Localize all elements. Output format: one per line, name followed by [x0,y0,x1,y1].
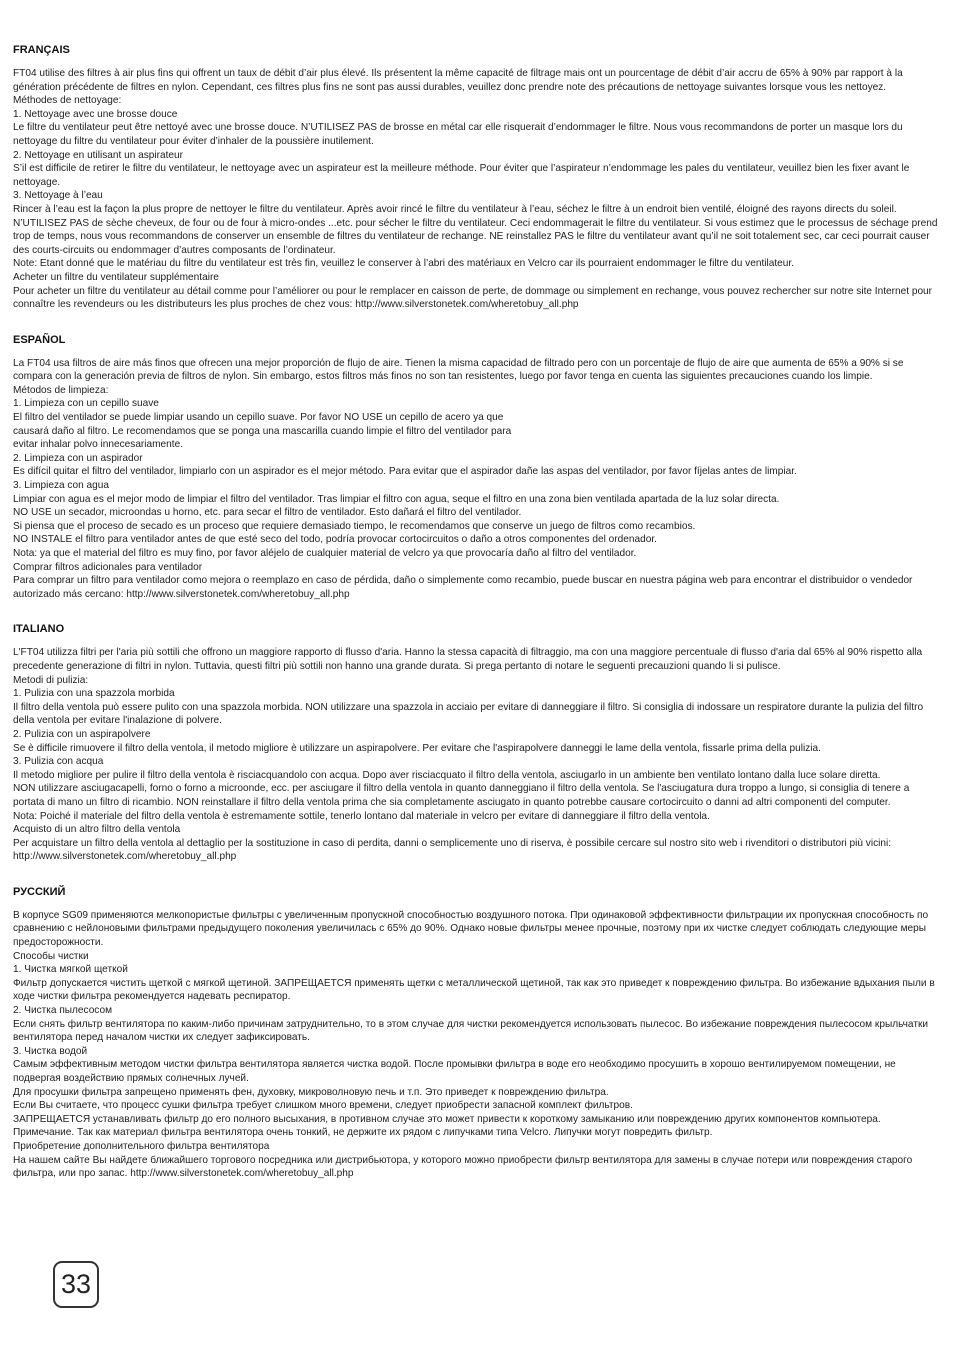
paragraph-line: 1. Чистка мягкой щеткой [13,964,128,976]
paragraph-line: Comprar filtros adicionales para ventilador [13,561,203,573]
language-section [13,622,941,864]
section-body [13,357,941,602]
paragraph-line: Фильтр допускается чистить щеткой с мягкой щетиной. ЗАПРЕЩАЕТСЯ применять щетки с металлической щетиной, так как это приведет к повреждению фильтра. Во избежание вдыхания пыли в ходе чистки фильтра рекомендуется надевать респиратор. [13,977,935,1003]
section-spacer [13,864,941,885]
paragraph-line: Pour acheter un filtre du ventilateur au détail comme pour l’améliorer ou pour le remplacer en caisson de perte, de dommage ou simplement en rechange, vous pouvez rechercher sur notre site Internet pour connaître les revendeurs ou les distributeurs les plus proches de chez vous: http://www.silverstonetek.com/wheretobuy_all.php [13,285,933,311]
section-spacer [13,601,941,622]
paragraph-line: Metodi di pulizia: [13,674,89,686]
section-title: РУССКИЙ [13,885,66,898]
paragraph-line: 3. Pulizia con acqua [13,756,104,768]
section-body [13,646,941,864]
section-body [13,909,941,1181]
paragraph-line: Acquisto di un altro filtro della ventola [13,824,181,836]
paragraph-line: NO INSTALE el filtro para ventilador antes de que esté seco del todo, podría provocar cortocircuitos o daño a otros componentes del ordenador. [13,534,657,546]
language-section [13,43,941,312]
paragraph-line: Il filtro della ventola può essere pulito con una spazzola morbida. NON utilizzare una spazzola in acciaio per evitare di danneggiare il filtro. Si consiglia di indossare un respiratore durante la pulizia del filtro della ventola per evitare l'inalazione di polvere. [13,701,924,727]
paragraph-line: Способы чистки [13,950,89,962]
paragraph-line: Если Вы считаете, что процесс сушки фильтра требует слишком много времени, следует приобрести запасной комплект фильтров. [13,1100,633,1112]
paragraph-line: NO USE un secador, microondas u horno, etc. para secar el filtro de ventilador. Esto dañará el filtro del ventilador. [13,507,522,519]
paragraph-line: Nota: ya que el material del filtro es muy fino, por favor aléjelo de cualquier material de velcro ya que provocaría daño al filtro del ventilador. [13,548,637,559]
paragraph-line: В корпусе SG09 применяются мелкопористые фильтры с увеличенным пропускной способностью воздушного потока. При одинаковой эффективности фильтрации их пропускная способность по сравнению с нейлоновыми фильтрами предыдущего поколения увеличилась с 65% до 90%. Однако новые фильтры менее прочные, поэтому при их чистке следует соблюдать следующие меры предосторожности. [13,909,929,949]
paragraph-line: El filtro del ventilador se puede limpiar usando un cepillo suave. Por favor NO USE un cepillo de acero ya que [13,412,504,424]
paragraph-line: Limpiar con agua es el mejor modo de limpiar el filtro del ventilador. Tras limpiar el filtro con agua, seque el filtro en una zona bien ventilada apartada de la luz solar directa. [13,493,780,505]
paragraph-line: L'FT04 utilizza filtri per l'aria più sottili che offrono un maggiore rapporto di flusso d'aria. Hanno la stessa capacità di filtraggio, ma con una maggiore percentuale di flusso d'aria dal 65% al 90% rispetto alla precedente generazione di filtri in nylon. Tuttavia, questi filtri più sottili non hanno una grande durata. Si prega pertanto di notare le seguenti precauzioni quando li si pulisce. [13,647,923,672]
paragraph-line: Le filtre du ventilateur peut être nettoyé avec une brosse douce. N’UTILISEZ PAS de brosse en métal car elle risquerait d’endommager le filtre. Nous vous recommandons de porter un masque lors du nettoyage du filtre du ventilateur pour éviter d’inhaler de la poussière inutilement. [13,122,903,147]
paragraph-line: N’UTILISEZ PAS de sèche cheveux, de four ou de four à micro-ondes ...etc. pour sécher le filtre du ventilateur. Ceci endommagerait le filtre du ventilateur. Si vous estimez que le processus de séchage prend trop de temps, nous vous recommandons de conserver un ensemble de filtres du ventilateur de rechange. NE reinstallez PAS le filtre du ventilateur avant qu’il ne soit totalement sec, car ceci pourrait causer des courts-circuits ou endommager d’autres composants de l’ordinateur. [13,217,938,256]
section-title: ITALIANO [13,623,65,636]
section-spacer [13,312,941,333]
paragraph-line: La FT04 usa filtros de aire más finos que ofrecen una mejor proporción de flujo de aire. Tienen la misma capacidad de filtrado pero con un porcentaje de flujo de aire que aumenta de 65% a 90% si se compara con la generación previa de filtros de nylon. Sin embargo, estos filtros más finos no son tan resistentes, luego por favor tenga en cuenta las siguientes precauciones cuando los limpie. [13,357,904,383]
section-title: ESPAÑOL [13,333,66,346]
paragraph-line: Если снять фильтр вентилятора по каким-либо причинам затруднительно, то в этом случае для чистки рекомендуется использовать пылесос. Во избежание повреждения пылесосом крыльчатки вентилятора перед началом чистки их следует зафиксировать. [13,1018,929,1044]
paragraph-line: 2. Чистка пылесосом [13,1005,113,1017]
paragraph-line: FT04 utilise des filtres à air plus fins qui offrent un taux de débit d’air plus élevé. Ils présentent la même capacité de filtrage mais ont un pourcentage de débit d’air accru de 65% à 90% par rapport à la génération précédente de filtres en nylon. Cependant, ces filtres plus fins ne sont pas aussi durables, veuillez donc prendre note des précautions de nettoyage suivantes lorsque vous les nettoyez. [13,68,903,93]
paragraph-line: Si piensa que el proceso de secado es un proceso que requiere demasiado tiempo, le recomendamos que conserve un juego de filtros como recambios. [13,520,696,532]
paragraph-line: Для просушки фильтра запрещено применять фен, духовку, микроволновую печь и т.п. Это приведет к повреждению фильтра. [13,1086,609,1098]
paragraph-line: 3. Limpieza con agua [13,480,109,492]
paragraph-line: Note: Etant donné que le matériau du filtre du ventilateur est très fin, veuillez le conserver à l’abri des matériaux en Velcro car ils pourraient endommager le filtre du ventilateur. [13,258,794,270]
page-number: 33 [53,1261,99,1308]
language-section [13,885,941,1181]
paragraph-line: Méthodes de nettoyage: [13,95,122,107]
paragraph-line: 2. Limpieza con un aspirador [13,452,143,464]
section-title: FRANÇAIS [13,44,70,56]
paragraph-line: 2. Nettoyage en utilisant un aspirateur [13,149,184,161]
paragraph-line: Il metodo migliore per pulire il filtro della ventola è risciacquandolo con acqua. Dopo aver risciacquato il filtro della ventola, asciugarlo in un ambiente ben ventilato lontano dalla luce solare diretta. [13,769,881,781]
paragraph-line: 1. Pulizia con una spazzola morbida [13,688,175,700]
paragraph-line: S’il est difficile de retirer le filtre du ventilateur, le nettoyage avec un aspirateur est la meilleure méthode. Pour éviter que l’aspirateur n’endommage les pales du ventilateur, veuillez bien les fixer avant le nettoyage. [13,163,910,188]
paragraph-line: Приобретение дополнительного фильтра вентилятора [13,1140,270,1152]
paragraph-line: ЗАПРЕЩАЕТСЯ устанавливать фильтр до его полного высыхания, в противном случае это может привести к короткому замыканию или повреждению других компонентов компьютера. Примечание. Так как материал фильтра вентилятора очень тонкий, не держите их рядом с липучками типа Velcro. Липучки могут повредить фильтр. [13,1113,881,1139]
paragraph-line: 3. Nettoyage à l’eau [13,190,103,202]
paragraph-line: 1. Limpieza con un cepillo suave [13,398,159,410]
paragraph-line: evitar inhalar polvo innecesariamente. [13,439,184,451]
manual-page [13,43,941,1181]
section-body [13,67,941,312]
paragraph-line: 3. Чистка водой [13,1045,88,1057]
paragraph-line: Métodos de limpieza: [13,384,109,396]
paragraph-line: Es difícil quitar el filtro del ventilador, limpiarlo con un aspirador es el mejor método. Para evitar que el aspirador dañe las aspas del ventilador, por favor fíjelas antes de limpiar. [13,466,797,478]
paragraph-line: NON utilizzare asciugacapelli, forno o forno a microonde, ecc. per asciugare il filtro della ventola in quanto danneggiano il filtro della ventola. Se l'asciugatura dura troppo a lungo, si consiglia di tenere a portata di mano un filtro di ricambio. NON reinstallare il filtro della ventola prima che sia completamente asciugato in quanto potrebbe causare cortocircuito o danni ad altri componenti del computer. [13,783,910,808]
paragraph-line: Самым эффективным методом чистки фильтра вентилятора является чистка водой. После промывки фильтра в воде его необходимо просушить в хорошо вентилируемом помещении, не подвергая воздействию прямых солнечных лучей. [13,1059,896,1084]
paragraph-line: 2. Pulizia con un aspirapolvere [13,728,151,740]
paragraph-line: Para comprar un filtro para ventilador como mejora o reemplazo en caso de pérdida, daño o simplemente como recambio, puede buscar en nuestra página web para encontrar el distribuidor o vendedor autorizado más cercano: http://www.silverstonetek.com/wheretobuy_all.php [13,575,913,600]
language-section [13,333,941,602]
paragraph-line: Per acquistare un filtro della ventola al dettaglio per la sostituzione in caso di perdita, danni o semplicemente uno di riserva, è possibile cercare sul nostro sito web i rivenditori o distributori più vicini: http://www.silverstonetek.com/wheretobuy_all.php [13,837,892,863]
paragraph-line: Nota: Poiché il materiale del filtro della ventola è estremamente sottile, tenerlo lontano dal materiale in velcro per evitare di danneggiare il filtro della ventola. [13,810,710,822]
paragraph-line: Acheter un filtre du ventilateur supplémentaire [13,271,219,283]
paragraph-line: causará daño al filtro. Le recomendamos que se ponga una mascarilla cuando limpie el filtro del ventilador para [13,425,512,437]
paragraph-line: На нашем сайте Вы найдете ближайшего торгового посредника или дистрибьютора, у которого можно приобрести фильтр вентилятора для замены в случае потери или повреждения старого фильтра, или про запас. http://www.silverstonetek.com/wheretobuy_all.php [13,1154,913,1180]
paragraph-line: 1. Nettoyage avec une brosse douce [13,108,178,120]
paragraph-line: Rincer à l’eau est la façon la plus propre de nettoyer le filtre du ventilateur. Après avoir rincé le filtre du ventilateur à l’eau, séchez le filtre à un endroit bien ventilé, éloigné des rayons directs du soleil. [13,203,897,215]
paragraph-line: Se è difficile rimuovere il filtro della ventola, il metodo migliore è utilizzare un aspirapolvere. Per evitare che l'aspirapolvere danneggi le lame della ventola, fissarle prima della pulizia. [13,742,821,754]
